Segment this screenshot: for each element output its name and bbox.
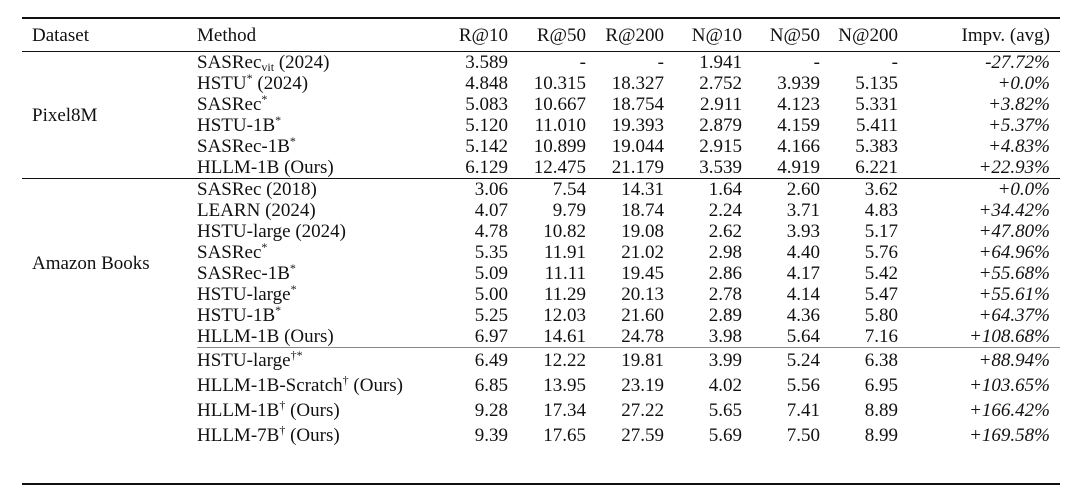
method-name: HSTU-1B [197,305,276,326]
method-cell [197,157,432,179]
header-r50: R@50 [536,24,586,46]
cell-n200: 5.411 [855,115,898,136]
cell-r10: 3.589 [465,52,508,73]
method-tail: (Ours) [285,425,340,446]
method-tail: (Ours) [285,400,340,421]
cell-r200: 19.45 [621,263,664,284]
cell-n200: 5.383 [855,136,898,157]
cell-r10: 4.78 [474,221,508,242]
cell-r50: 12.475 [533,157,586,178]
table-row [22,398,1060,423]
cell-r200: - [657,52,664,73]
cell-n50: 7.41 [786,400,820,421]
method-name: SASRec (2018) [197,179,317,200]
cell-r200: 18.754 [611,94,664,115]
cell-r200: 21.60 [621,305,664,326]
method-cell [197,200,432,221]
method-tail: (2024) [274,52,330,73]
method-superscript: * [289,134,296,148]
cell-n50: 4.40 [786,242,820,263]
cell-n50: - [813,52,820,73]
cell-r200: 19.08 [621,221,664,242]
bottom-rule [22,483,1060,485]
cell-impv: +3.82% [988,94,1050,115]
method-cell [197,373,432,398]
cell-r200: 14.31 [586,179,664,201]
cell-n10: 5.65 [708,400,742,421]
method-cell [197,348,432,374]
cell-n50: 4.36 [786,305,820,326]
cell-n200: 5.47 [864,284,898,305]
method-name: HLLM-1B [197,400,280,421]
cell-r50: 17.34 [543,400,586,421]
cell-impv: +64.96% [978,242,1050,263]
cell-n200: 3.62 [820,179,898,201]
cell-impv: +166.42% [969,400,1050,421]
table-row [22,423,1060,448]
method-cell [197,115,432,136]
method-cell [197,179,432,201]
header-n200: N@200 [838,24,898,46]
method-name: SASRec [197,242,262,263]
cell-r10: 4.848 [465,73,508,94]
table-row [22,52,1060,74]
cell-r200: 27.22 [621,400,664,421]
cell-r50: 17.65 [543,425,586,446]
method-name: HLLM-1B-Scratch [197,375,343,396]
cell-n50: 4.166 [777,136,820,157]
method-name: HLLM-1B (Ours) [197,326,334,347]
cell-impv: +169.58% [969,425,1050,446]
method-superscript: * [289,261,296,275]
cell-n10: 3.539 [699,157,742,178]
cell-r10: 6.97 [474,326,508,347]
cell-impv: +55.61% [978,284,1050,305]
method-cell [197,221,432,242]
cell-n50: 3.939 [777,73,820,94]
cell-r50: 10.899 [533,136,586,157]
cell-r200: 21.02 [621,242,664,263]
cell-impv: +22.93% [978,157,1050,178]
cell-r10: 5.25 [474,305,508,326]
cell-r50: 11.11 [544,263,586,284]
cell-r10: 6.49 [432,348,508,374]
header-row [22,18,1060,52]
method-cell [197,263,432,284]
cell-r50: 10.315 [533,73,586,94]
cell-r200: 27.59 [621,425,664,446]
method-name: HLLM-7B [197,425,280,446]
results-table [22,17,1060,448]
cell-r50: 11.91 [543,242,586,263]
cell-n50: 4.919 [777,157,820,178]
method-cell [197,423,432,448]
cell-r50: 14.61 [543,326,586,347]
cell-n50: 7.50 [786,425,820,446]
cell-n10: 2.752 [699,73,742,94]
cell-n10: 2.62 [708,221,742,242]
method-cell [197,136,432,157]
cell-n200: 5.135 [855,73,898,94]
cell-n200: 5.17 [864,221,898,242]
method-superscript: † [342,373,349,387]
cell-r200: 23.19 [621,375,664,396]
method-superscript: * [290,282,297,296]
method-superscript: * [261,92,268,106]
header-r10: R@10 [458,24,508,46]
table-row [22,179,1060,201]
method-cell [197,398,432,423]
dataset-empty-cell [22,348,197,374]
cell-n10: 1.64 [664,179,742,201]
group-1 [22,179,1060,449]
cell-r200: 18.74 [621,200,664,221]
method-cell [197,52,432,74]
dataset-label: Pixel8M [32,104,98,126]
cell-r50: 12.03 [543,305,586,326]
cell-r200: 18.327 [611,73,664,94]
cell-n200: 8.89 [864,400,898,421]
cell-impv: +64.37% [978,305,1050,326]
method-name: HSTU-large [197,284,291,305]
cell-n200: 5.76 [864,242,898,263]
cell-n200: 6.95 [864,375,898,396]
cell-n10: 2.89 [708,305,742,326]
cell-n50: 5.56 [786,375,820,396]
group-0 [22,52,1060,179]
cell-impv: +47.80% [978,221,1050,242]
cell-n50: 3.71 [786,200,820,221]
cell-n50: 4.14 [786,284,820,305]
cell-r50: 10.667 [533,94,586,115]
cell-n50: 5.24 [742,348,820,374]
cell-impv: +103.65% [969,375,1050,396]
cell-n10: 2.915 [699,136,742,157]
cell-r10: 5.083 [465,94,508,115]
header-n10: N@10 [691,24,742,46]
cell-r10: 6.129 [465,157,508,178]
method-cell [197,284,432,305]
cell-n200: 7.16 [864,326,898,347]
cell-r50: 13.95 [543,375,586,396]
cell-n10: 2.911 [699,94,742,115]
cell-n50: 2.60 [742,179,820,201]
cell-r10: 9.28 [474,400,508,421]
header-n50: N@50 [769,24,820,46]
cell-n10: 3.99 [664,348,742,374]
cell-r200: 19.81 [586,348,664,374]
method-cell [197,305,432,326]
method-superscript: † [279,398,286,412]
cell-n10: 2.879 [699,115,742,136]
method-name: HSTU-1B [197,115,276,136]
method-name: SASRec [197,94,262,115]
cell-n10: 2.98 [708,242,742,263]
method-name: HLLM-1B (Ours) [197,157,334,178]
method-name: HSTU-large [197,350,291,371]
method-cell [197,326,432,348]
cell-r50: 11.29 [543,284,586,305]
method-tail: (Ours) [348,375,403,396]
cell-n50: 4.123 [777,94,820,115]
cell-r50: 10.82 [543,221,586,242]
cell-r50: 11.010 [534,115,586,136]
cell-r50: 12.22 [508,348,586,374]
method-superscript: * [246,71,253,85]
table-row [22,348,1060,374]
cell-n50: 4.17 [786,263,820,284]
cell-r10: 5.35 [474,242,508,263]
cell-n50: 4.159 [777,115,820,136]
cell-r200: 20.13 [621,284,664,305]
cell-impv: +0.0% [997,73,1050,94]
cell-n10: 2.78 [708,284,742,305]
cell-n200: 4.83 [864,200,898,221]
dataset-empty-cell [22,373,197,398]
method-subscript: vit [261,60,275,74]
header-dataset: Dataset [32,24,89,46]
cell-r200: 24.78 [621,326,664,347]
cell-r10: 5.142 [465,136,508,157]
method-superscript: † [279,423,286,437]
header-impv: Impv. (avg) [961,24,1050,46]
cell-n10: 3.98 [708,326,742,347]
cell-r50: 7.54 [508,179,586,201]
cell-n200: - [891,52,898,73]
cell-impv: +4.83% [988,136,1050,157]
cell-impv: +108.68% [969,326,1050,347]
method-cell [197,73,432,94]
cell-impv: -27.72% [985,52,1050,73]
cell-n200: 5.42 [864,263,898,284]
dataset-empty-cell [22,423,197,448]
cell-impv: +88.94% [898,348,1060,374]
method-name: SASRec-1B [197,136,290,157]
cell-r50: - [579,52,586,73]
cell-n200: 5.80 [864,305,898,326]
cell-n200: 5.331 [855,94,898,115]
method-superscript: * [275,113,282,127]
cell-r10: 5.120 [465,115,508,136]
method-name: SASRec [197,52,262,73]
cell-n10: 5.69 [708,425,742,446]
method-name: SASRec-1B [197,263,290,284]
method-superscript: * [275,303,282,317]
method-cell [197,94,432,115]
cell-impv: +34.42% [978,200,1050,221]
cell-r10: 3.06 [432,179,508,201]
header-method: Method [197,24,257,46]
cell-n10: 1.941 [699,52,742,73]
cell-n200: 6.221 [855,157,898,178]
cell-n50: 5.64 [786,326,820,347]
dataset-empty-cell [22,398,197,423]
cell-n200: 8.99 [864,425,898,446]
cell-impv: +0.0% [898,179,1060,201]
method-name: HSTU [197,73,247,94]
method-name: HSTU-large (2024) [197,221,346,242]
cell-r10: 4.07 [474,200,508,221]
cell-impv: +5.37% [988,115,1050,136]
cell-r10: 6.85 [474,375,508,396]
cell-impv: +55.68% [978,263,1050,284]
method-tail: (2024) [252,73,309,94]
cell-r200: 19.393 [611,115,664,136]
header-r200: R@200 [605,24,664,46]
cell-n10: 4.02 [708,375,742,396]
table-row [22,373,1060,398]
method-name: LEARN (2024) [197,200,316,221]
cell-r200: 19.044 [611,136,664,157]
cell-n50: 3.93 [786,221,820,242]
cell-r200: 21.179 [611,157,664,178]
method-superscript: †* [290,348,303,362]
cell-r50: 9.79 [552,200,586,221]
cell-r10: 5.09 [474,263,508,284]
cell-r10: 9.39 [474,425,508,446]
cell-n10: 2.86 [708,263,742,284]
method-cell [197,242,432,263]
cell-r10: 5.00 [474,284,508,305]
cell-n200: 6.38 [820,348,898,374]
cell-n10: 2.24 [708,200,742,221]
method-superscript: * [261,240,268,254]
dataset-label: Amazon Books [22,179,197,348]
